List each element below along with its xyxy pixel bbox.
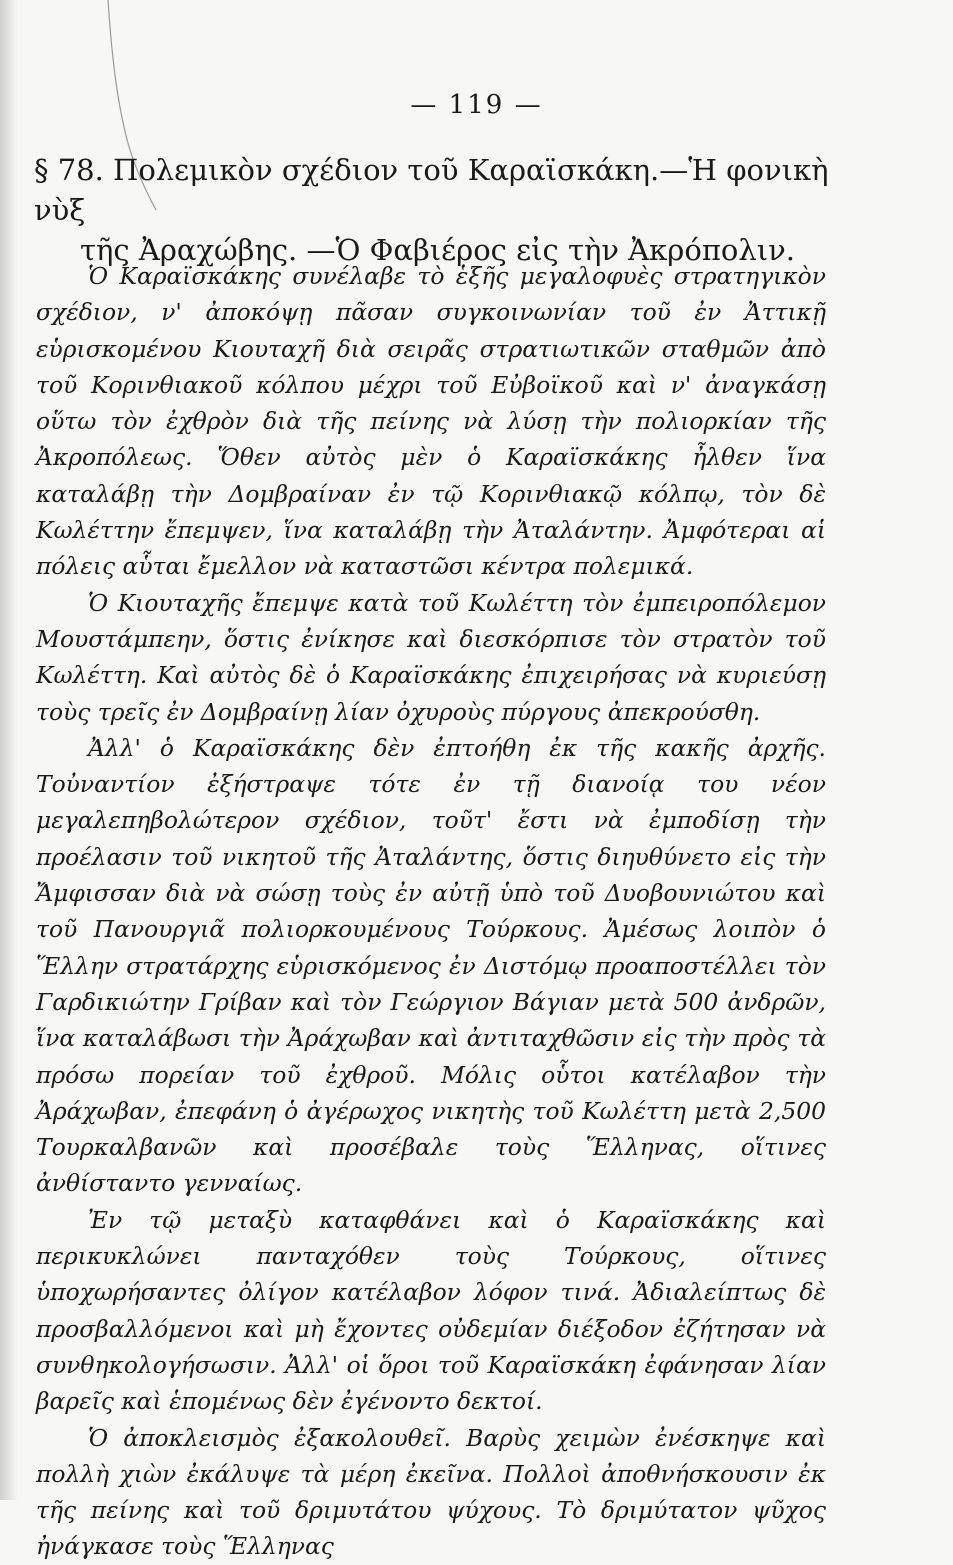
page-number: — 119 — [410, 90, 543, 120]
paragraph: Ἀλλ' ὁ Καραϊσκάκης δὲν ἐπτοήθη ἐκ τῆς κακῆς ἀρχῆς. Τοὐναντίον ἐξήστραψε τότε ἐν τῇ διανοίᾳ του νέον μεγαλεπηβολώτερον σχέδιον, τοῦτ' ἔστι νὰ ἐμποδίσῃ τὴν προέλασιν τοῦ νικητοῦ τῆς Ἀταλάντης, ὅστις διηυθύνετο εἰς τὴν Ἄμφισσαν διὰ νὰ σώσῃ τοὺς ἐν αὐτῇ ὑπὸ τοῦ Δυοβουνιώτου καὶ τοῦ Πανουργιᾶ πολιορκουμένους Τούρκους. Ἀμέσως λοιπὸν ὁ Ἕλλην στρατάρχης εὑρισκόμενος ἐν Διστόμῳ προαποστέλλει τὸν Γαρδικιώτην Γρίβαν καὶ τὸν Γεώργιον Βάγιαν μετὰ 500 ἀνδρῶν, ἵνα καταλάβωσι τὴν Ἀράχωβαν καὶ ἀντιταχθῶσιν εἰς τὴν πρὸς τὰ πρόσω πορείαν τοῦ ἐχθροῦ. Μόλις οὗτοι κατέλαβον τὴν Ἀράχωβαν, ἐπεφάνη ὁ ἀγέρωχος νικητὴς τοῦ Κωλέττη μετὰ 2,500 Τουρκαλβανῶν καὶ προσέβαλε τοὺς Ἕλληνας, οἵτινες ἀνθίσταντο γενναίως. [36, 733, 826, 1198]
body-text [36, 258, 826, 1565]
section-heading [34, 150, 844, 270]
paragraph: Ὁ ἀποκλεισμὸς ἐξακολουθεῖ. Βαρὺς χειμὼν ἐνέσκηψε καὶ πολλὴ χιὼν ἐκάλυψε τὰ μέρη ἐκεῖνα. Πολλοὶ ἀποθνήσκουσιν ἐκ τῆς πείνης καὶ τοῦ δριμυτάτου ψύχους. Τὸ δριμύτατον ψῦχος ἠνάγκασε τοὺς Ἕλληνας [36, 1423, 826, 1561]
paragraph: Ὁ Κιουταχῆς ἔπεμψε κατὰ τοῦ Κωλέττη τὸν ἐμπειροπόλεμον Μουστάμπεην, ὅστις ἐνίκησε καὶ διεσκόρπισε τὸν στρατὸν τοῦ Κωλέττη. Καὶ αὐτὸς δὲ ὁ Καραϊσκάκης ἐπιχειρήσας νὰ κυριεύσῃ τοὺς τρεῖς ἐν Δομβραίνῃ λίαν ὀχυροὺς πύργους ἀπεκρούσθη. [36, 588, 826, 726]
section-heading-line-2: τῆς Ἀραχώβης. —Ὁ Φαβιέρος εἰς τὴν Ἀκρόπολιν. [80, 233, 795, 267]
scan-edge-shadow [0, 0, 18, 1500]
paragraph: Ὁ Καραϊσκάκης συνέλαβε τὸ ἑξῆς μεγαλοφυὲς στρατηγικὸν σχέδιον, ν' ἀποκόψῃ πᾶσαν συγκοινωνίαν τοῦ ἐν Ἀττικῇ εὑρισκομένου Κιουταχῆ διὰ σειρᾶς στρατιωτικῶν σταθμῶν ἀπὸ τοῦ Κορινθιακοῦ κόλπου μέχρι τοῦ Εὐβοϊκοῦ καὶ ν' ἀναγκάσῃ οὕτω τὸν ἐχθρὸν διὰ τῆς πείνης νὰ λύσῃ τὴν πολιορκίαν τῆς Ἀκροπόλεως. Ὅθεν αὐτὸς μὲν ὁ Καραϊσκάκης ἦλθεν ἵνα καταλάβῃ τὴν Δομβραίναν ἐν τῷ Κορινθιακῷ κόλπῳ, τὸν δὲ Κωλέττην ἔπεμψεν, ἵνα καταλάβῃ τὴν Ἀταλάντην. Ἀμφότεραι αἱ πόλεις αὗται ἔμελλον νὰ καταστῶσι κέντρα πολεμικά. [36, 262, 826, 581]
paragraph: Ἐν τῷ μεταξὺ καταφθάνει καὶ ὁ Καραϊσκάκης καὶ περικυκλώνει πανταχόθεν τοὺς Τούρκους, οἵτινες ὑποχωρήσαντες ὀλίγον κατέλαβον λόφον τινά. Ἀδιαλείπτως δὲ προσβαλλόμενοι καὶ μὴ ἔχοντες οὐδεμίαν διέξοδον ἐζήτησαν νὰ συνθηκολογήσωσιν. Ἀλλ' οἱ ὅροι τοῦ Καραϊσκάκη ἐφάνησαν λίαν βαρεῖς καὶ ἑπομένως δὲν ἐγένοντο δεκτοί. [36, 1205, 826, 1416]
section-heading-line-1: § 78. Πολεμικὸν σχέδιον τοῦ Καραϊσκάκη.—Ἡ φονικὴ νὺξ [34, 153, 829, 227]
